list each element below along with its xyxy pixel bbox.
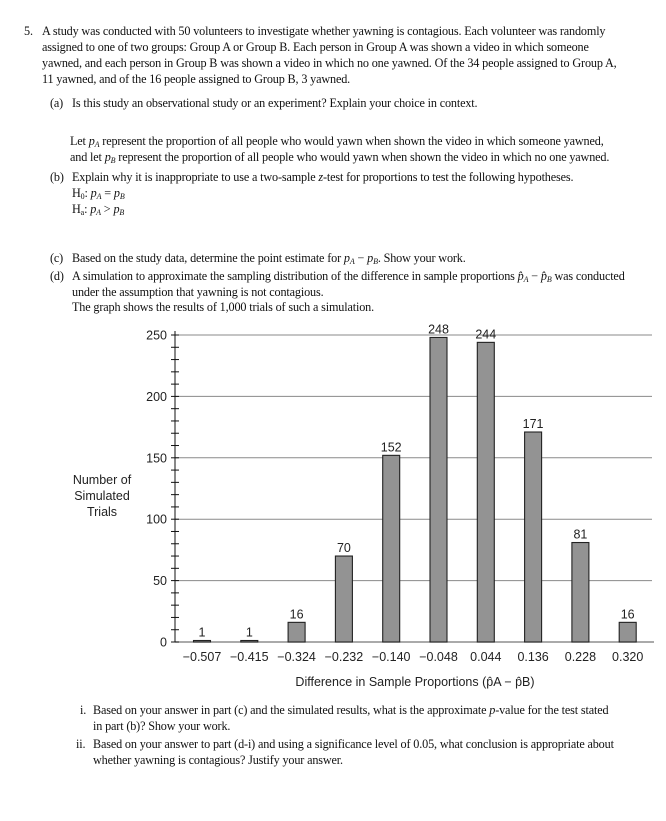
bar-value-label: 244 (475, 327, 497, 342)
bar (572, 543, 589, 642)
definition-line-1: Let $p_A$ represent the proportion of all people who would yawn when shown the video in which someone yawned, (70, 134, 604, 149)
y-tick-label: 150 (146, 451, 167, 466)
alternative-hypothesis: $H_a$: $p_A > p_B$ (72, 202, 125, 217)
x-tick-label: −0.507 (182, 650, 222, 664)
part-d-line-2: under the assumption that yawning is not contagious. (72, 285, 324, 299)
bar (619, 622, 636, 642)
bar-value-label: 152 (380, 440, 402, 455)
bar-value-label: 171 (522, 417, 544, 432)
y-tick-label: 200 (146, 389, 167, 404)
part-d-line-3: The graph shows the results of 1,000 trials of such a simulation. (72, 300, 374, 314)
bar (335, 556, 352, 642)
subpart-i-label: i. (80, 703, 87, 717)
x-axis-label: Difference in Sample Proportions (p̂A − p̂B) (295, 675, 535, 689)
y-tick-label: 250 (146, 328, 167, 343)
bar (241, 641, 258, 643)
bar (383, 455, 400, 642)
x-tick-label: −0.324 (277, 650, 316, 664)
subpart-i-line-2: in part (b)? Show your work. (93, 719, 231, 733)
y-tick-label: 0 (160, 635, 167, 650)
x-tick-label: 0.228 (564, 650, 597, 664)
part-d-line-1: A simulation to approximate the sampling distribution of the difference in sample proportions $p̂_A$ − $p̂_B$ was conducted (72, 269, 625, 284)
x-tick-label: 0.136 (517, 650, 549, 664)
bar (430, 337, 447, 642)
x-tick-label: 0.320 (612, 650, 644, 664)
y-axis-label: Number of (72, 473, 132, 487)
subpart-ii-label: ii. (76, 737, 86, 751)
bar-value-label: 16 (289, 607, 304, 622)
part-b-text: Explain why it is inappropriate to use a two-sample z-test for proportions to test the following hypotheses. (72, 170, 574, 184)
part-b-label: (b) (50, 170, 64, 184)
x-tick-label: −0.232 (324, 650, 364, 664)
y-tick-label: 50 (153, 574, 167, 589)
y-axis-label: Simulated (74, 489, 130, 503)
x-tick-label: −0.415 (230, 650, 269, 664)
part-a-label: (a) (50, 96, 64, 110)
bar-value-label: 1 (198, 625, 206, 640)
bars (194, 337, 637, 642)
null-hypothesis: $H_0$: $p_A = p_B$ (72, 186, 125, 201)
definition-line-2: and let $p_B$ represent the proportion of all people who would yawn when shown the video in which no one yawned. (70, 150, 610, 165)
subpart-ii-line-2: whether yawning is contagious? Justify your answer. (93, 753, 343, 767)
bar-value-label: 1 (245, 625, 253, 640)
question-stem-line-3: yawned, and each person in Group B was shown a video in which no one yawned. Of the 34 people assigned to Group A, (42, 56, 617, 70)
x-tick-label: −0.140 (371, 650, 411, 664)
x-tick-label: −0.048 (419, 650, 458, 664)
question-number: 5. (24, 24, 33, 38)
question-stem-line-1: A study was conducted with 50 volunteers to investigate whether yawning is contagious. Each volunteer was randomly (42, 24, 606, 38)
y-axis-ticks (171, 331, 179, 642)
part-a-text: Is this study an observational study or an experiment? Explain your choice in context. (72, 96, 478, 110)
labels (73, 322, 644, 689)
y-axis-label: Trials (86, 505, 118, 519)
bar (477, 342, 494, 642)
bar-value-label: 16 (620, 607, 635, 622)
subpart-i-line-1: Based on your answer in part (c) and the simulated results, what is the approximate p-value for the test stated (93, 703, 609, 717)
x-tick-label: 0.044 (470, 650, 502, 664)
part-c-text: Based on the study data, determine the point estimate for $p_A - p_B$. Show your work. (72, 251, 466, 266)
bar-value-label: 81 (573, 527, 588, 542)
bar (288, 622, 305, 642)
question-stem-line-2: assigned to one of two groups: Group A or Group B. Each person in Group A was shown a video in which someone (42, 40, 589, 54)
bar-value-label: 70 (336, 541, 351, 556)
part-d-label: (d) (50, 269, 64, 283)
subpart-ii-line-1: Based on your answer to part (d-i) and using a significance level of 0.05, what conclusion is appropriate about (93, 737, 614, 751)
part-c-label: (c) (50, 251, 64, 265)
bar (194, 641, 211, 643)
bar (525, 432, 542, 642)
question-stem-line-4: 11 yawned, and of the 16 people assigned to Group B, 3 yawned. (42, 72, 351, 86)
y-tick-label: 100 (146, 512, 167, 527)
bar-value-label: 248 (428, 322, 449, 337)
